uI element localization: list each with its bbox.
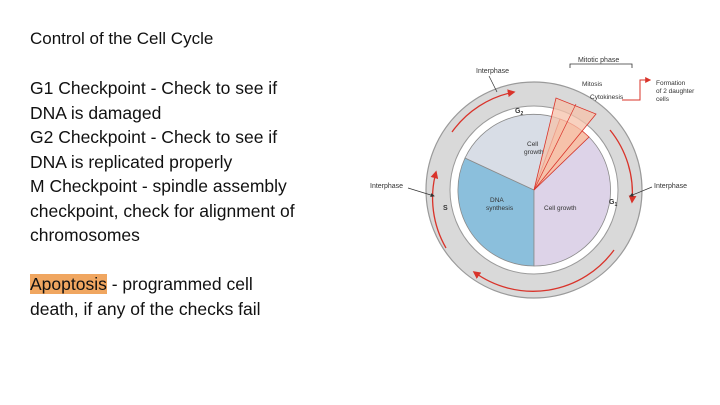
formation-arrow: [622, 80, 650, 100]
checkpoint-text: [30, 76, 350, 321]
formation-label-3: cells: [656, 96, 670, 103]
m-checkpoint-line-1: M Checkpoint - spindle assembly: [30, 176, 287, 196]
slide-title: Control of the Cell Cycle: [30, 29, 214, 48]
g1-label: $G_1$: [609, 199, 618, 208]
apoptosis-line-2: death, if any of the checks fail: [30, 298, 261, 319]
cell-growth-right: Cell growth: [544, 205, 577, 212]
cell-cycle-diagram: [364, 52, 704, 312]
g2-label: $G_2$: [515, 108, 524, 117]
g2-checkpoint-line-2: DNA is replicated properly: [30, 151, 233, 172]
g1-checkpoint-line-2: DNA is damaged: [30, 102, 162, 123]
cell-growth-top-1: Cell: [527, 141, 539, 148]
cytokinesis-label: Cytokinesis: [590, 94, 624, 101]
interphase-top-label: Interphase: [476, 68, 510, 75]
formation-label-1: Formation: [656, 80, 686, 87]
s-label: S: [443, 205, 448, 212]
apoptosis-definition-1: - programmed cell: [106, 274, 253, 294]
g1-checkpoint-line-1: G1 Checkpoint - Check to see if: [30, 78, 278, 98]
interphase-left-label: Interphase: [370, 183, 404, 190]
dna-synthesis-2: synthesis: [486, 205, 514, 212]
mitotic-phase-label: Mitotic phase: [578, 57, 620, 64]
cell-growth-top-2: growth: [524, 149, 544, 156]
m-checkpoint-line-2: checkpoint, check for alignment of: [30, 200, 295, 221]
formation-label-2: of 2 daughter: [656, 88, 695, 95]
cell-cycle-svg: [364, 52, 704, 312]
mitosis-label: Mitosis: [582, 81, 603, 88]
dna-synthesis-1: DNA: [490, 197, 504, 204]
m-checkpoint-line-3: chromosomes: [30, 225, 140, 245]
apoptosis-line-1: [30, 272, 350, 297]
mitotic-phase-bracket: [570, 64, 632, 68]
g2-checkpoint-line-1: G2 Checkpoint - Check to see if: [30, 127, 278, 147]
interphase-right-label: Interphase: [654, 183, 688, 190]
paragraph-gap: [30, 248, 350, 273]
apoptosis-highlight: Apoptosis: [30, 274, 107, 294]
